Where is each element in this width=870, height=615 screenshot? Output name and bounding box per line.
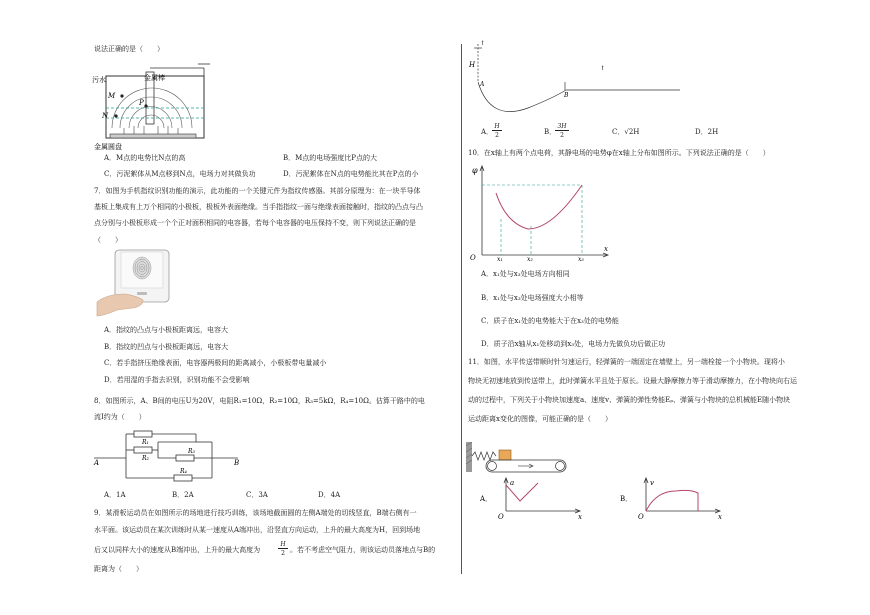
svg-text:φ: φ	[472, 166, 478, 175]
svg-text:A．: A．	[480, 495, 493, 503]
q9-option-a-label: A．	[481, 128, 494, 136]
q6-option-c: C．污泥絮体从M点移到N点，电场力对其做负功	[104, 170, 256, 178]
q6-figure	[92, 58, 212, 150]
svg-text:R₁: R₁	[142, 439, 149, 446]
svg-text:N: N	[102, 112, 109, 120]
q7-line-1: 7．如图为手机指纹识别功能的演示，此功能的一个关键元件为指纹传感器。其部分原理为：在一块半导体	[94, 187, 421, 195]
q9-line-4: 距离为（ ）	[94, 565, 143, 573]
svg-text:B．: B．	[620, 495, 633, 503]
q9-option-b-label: B．	[544, 128, 557, 136]
svg-text:R₄: R₄	[180, 468, 187, 475]
q9-frac-den: 2	[281, 550, 285, 557]
q6-label-sewage: 污水	[92, 76, 106, 84]
q11-line-3: 动的过程中，下列关于小物块加速度a、速度v、弹簧的弹性势能Eₚ、弹簧与小物块的总机械能E随小物块	[468, 396, 791, 404]
svg-text:H: H	[469, 61, 476, 69]
q11-conveyor-figure	[466, 442, 576, 474]
svg-text:↑: ↑	[480, 40, 486, 47]
q9-line-1: 9．某滑板运动员在如图所示的场地进行技巧训练，该场地截面圆的左侧A端处的切线竖直，B端右侧有一	[94, 509, 417, 517]
q11-graph-b	[620, 477, 725, 521]
q10-option-a: A．x₁处与x₃处电场方向相同	[481, 270, 570, 278]
q6-label-ring: 金属圆盘	[94, 143, 122, 151]
q9-option-d: D．2H	[695, 128, 719, 136]
svg-text:↑: ↑	[600, 65, 606, 72]
q9-line-3a: 后又以同样大小的速度从B端冲出，上升的最大高度为	[94, 546, 261, 554]
q7-line-2: 基板上集成有上万个相同的小极板，极板外表面绝缘。当手指指纹一面与绝缘表面接触时，指纹的凸点与凸	[94, 203, 423, 211]
svg-text:v: v	[650, 479, 654, 487]
svg-text:x: x	[718, 513, 722, 521]
svg-text:B: B	[564, 92, 569, 99]
q10-option-d: D．质子沿x轴从x₁处移动到x₃处，电场力先做负功后做正功	[481, 340, 666, 348]
q6-option-d: D．污泥絮体在N点的电势能比其在P点的小	[283, 170, 419, 178]
column-divider	[461, 44, 462, 574]
q8-option-b: B．2A	[172, 491, 194, 499]
svg-text:A: A	[480, 81, 485, 88]
svg-text:R₂: R₂	[142, 455, 149, 462]
q9-line-3b: 。若不考虑空气阻力，则该运动员落地点与B的	[290, 546, 436, 554]
q10-title: 10．在x轴上有两个点电荷，其静电场的电势φ在x轴上分布如图所示。下列说法正确的是（ ）	[468, 149, 770, 157]
q7-line-4: （ ）	[94, 236, 122, 244]
q9-option-c: C．√2H	[612, 128, 640, 136]
q9-line-2: 水平面。该运动员在某次训练时从某一速度从A端冲出，沿竖直方向运动，上升的最大高度为H，回到场地	[94, 526, 421, 534]
q6-option-b: B．M点的电场强度比P点的大	[283, 154, 378, 162]
q8-line-1: 8．如图所示，A、B间的电压U为20V，电阻R₁=10Ω，R₂=10Ω，R₃=5kΩ，R₄=10Ω。估算干路中的电	[94, 397, 425, 405]
q10-option-c: C．质子在x₁处的电势能大于在x₃处的电势能	[481, 317, 619, 325]
q9-frac-num: H	[280, 541, 286, 548]
svg-text:A: A	[94, 459, 100, 467]
svg-text:O: O	[470, 254, 476, 262]
q11-graph-a	[480, 477, 585, 521]
q6-label-rod: 金属棒	[144, 74, 165, 82]
q7-option-b: B．指纹的凹点与小极板距离远，电容大	[104, 343, 229, 351]
q7-option-c: C．若手指挤压绝缘表面，电容器两极间的距离减小，小极板带电量减小	[104, 359, 327, 367]
svg-text:x: x	[578, 513, 582, 521]
q6-tail: 说法正确的是（ ）	[94, 45, 164, 53]
q8-circuit-figure	[92, 428, 252, 484]
q6-option-a: A．M点的电势比N点的高	[104, 154, 186, 162]
q9-track-figure	[468, 42, 683, 100]
svg-text:R₃: R₃	[188, 448, 195, 455]
q7-option-a: A．指纹的凸点与小极板距离远，电容大	[104, 326, 229, 334]
svg-text:x₃: x₃	[578, 256, 584, 263]
q8-option-d: D．4A	[318, 491, 341, 499]
svg-text:M: M	[108, 92, 116, 100]
q8-option-a: A．1A	[104, 491, 126, 499]
q8-option-c: C．3A	[246, 491, 268, 499]
svg-text:O: O	[498, 513, 504, 521]
q11-line-2: 物块无初速地放到传送带上，此时弹簧水平且处于原长。设最大静摩擦力等于滑动摩擦力，在小物块向右运	[468, 377, 797, 385]
q11-line-4: 运动距离x变化的图像，可能正确的是（ ）	[468, 415, 612, 423]
q7-option-d: D．若用湿的手指去识别，识别功能不会受影响	[104, 376, 250, 384]
svg-text:x₂: x₂	[527, 256, 533, 263]
q8-line-2: 流I约为（ ）	[94, 413, 146, 421]
q7-fingerprint-figure	[97, 250, 177, 320]
svg-text:x₁: x₁	[497, 256, 503, 263]
svg-text:O: O	[638, 513, 644, 521]
svg-text:P: P	[139, 99, 144, 107]
q10-potential-graph	[468, 163, 613, 261]
svg-text:B: B	[234, 459, 240, 467]
q11-line-1: 11．如图，水平传送带顺时针匀速运行，轻弹簧的一端固定在墙壁上，另一端栓接一个小物块。现将小	[468, 358, 785, 366]
q7-line-3: 点分别与小极板形成一个个正对面积相同的电容器，若每个电容器的电压保持不变，则下列说法正确的是	[94, 219, 416, 227]
svg-text:a: a	[510, 479, 515, 487]
q10-option-b: B．x₁处与x₃处电场强度大小相等	[481, 294, 584, 302]
svg-text:x: x	[604, 245, 608, 253]
